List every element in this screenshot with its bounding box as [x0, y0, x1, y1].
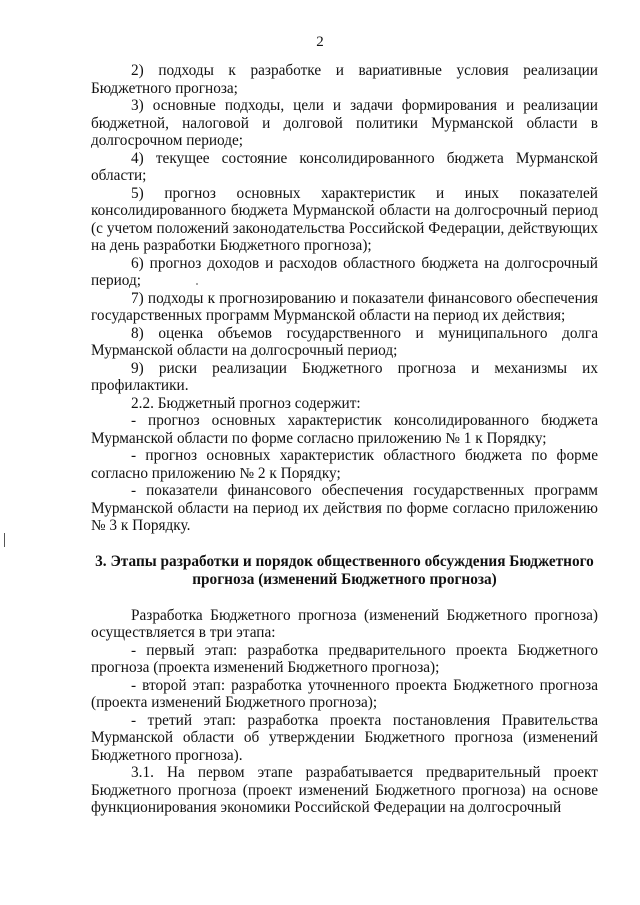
section-2-2-intro: 2.2. Бюджетный прогноз содержит: [131, 394, 361, 412]
list-item: 5) прогноз основных характеристик и иных показателей консолидированного бюджета Мурманской области на долгосрочный период (с учетом положений законодательства Российской Федерации, действующих на день разработки Бюджетного прогноза); [91, 184, 598, 254]
list-item: 4) текущее состояние консолидированного бюджета Мурманской области; [91, 149, 598, 184]
document-body [91, 62, 598, 817]
scan-margin-mark [4, 533, 5, 547]
list-item: 7) подходы к прогнозированию и показатели финансового обеспечения государственных программ Мурманской области на период их действия; [91, 289, 598, 324]
section-3-intro: Разработка Бюджетного прогноза (изменений Бюджетного прогноза) осуществляется в три этапа: [91, 606, 598, 641]
section-2-2-item: - прогноз основных характеристик консолидированного бюджета Мурманской области по форме согласно приложению № 1 к Порядку; [91, 412, 598, 447]
spacer [91, 589, 598, 607]
list-item: 8) оценка объемов государственного и муниципального долга Мурманской области на долгосрочный период; [91, 324, 598, 359]
section-3-stage: - второй этап: разработка уточненного проекта Бюджетного прогноза (проекта изменений Бюджетного прогноза); [91, 676, 598, 711]
section-2-2-item: - прогноз основных характеристик областного бюджета по форме согласно приложению № 2 к Порядку; [91, 447, 598, 482]
section-3-1-paragraph: 3.1. На первом этапе разрабатывается предварительный проект Бюджетного прогноза (проект изменений Бюджетного прогноза) на основе функционирования экономики Российской Федерации на долгосрочный [91, 764, 598, 816]
section-3-stage: - первый этап: разработка предварительного проекта Бюджетного прогноза (проекта изменений Бюджетного прогноза); [91, 641, 598, 676]
section-3-heading: 3. Этапы разработки и порядок общественного обсуждения Бюджетного прогноза (изменений Бюджетного прогноза) [95, 552, 594, 588]
page-number: 2 [316, 34, 324, 50]
section-3-stage: - третий этап: разработка проекта постановления Правительства Мурманской области об утверждении Бюджетного прогноза (изменений Бюджетного прогноза). [91, 711, 598, 764]
list-item: 2) подходы к разработке и вариативные условия реализации Бюджетного прогноза; [91, 62, 598, 97]
spacer [91, 535, 598, 553]
list-item: 6) прогноз доходов и расходов областного бюджета на долгосрочный период; [91, 254, 598, 289]
list-item: 3) основные подходы, цели и задачи формирования и реализации бюджетной, налоговой и долговой политики Мурманской области в долгосрочном периоде; [91, 97, 598, 149]
list-item: 9) риски реализации Бюджетного прогноза и механизмы их профилактики. [91, 359, 598, 394]
section-2-2-item: - показатели финансового обеспечения государственных программ Мурманской области на период их действия по форме согласно приложению № 3 к Порядку. [91, 482, 598, 534]
